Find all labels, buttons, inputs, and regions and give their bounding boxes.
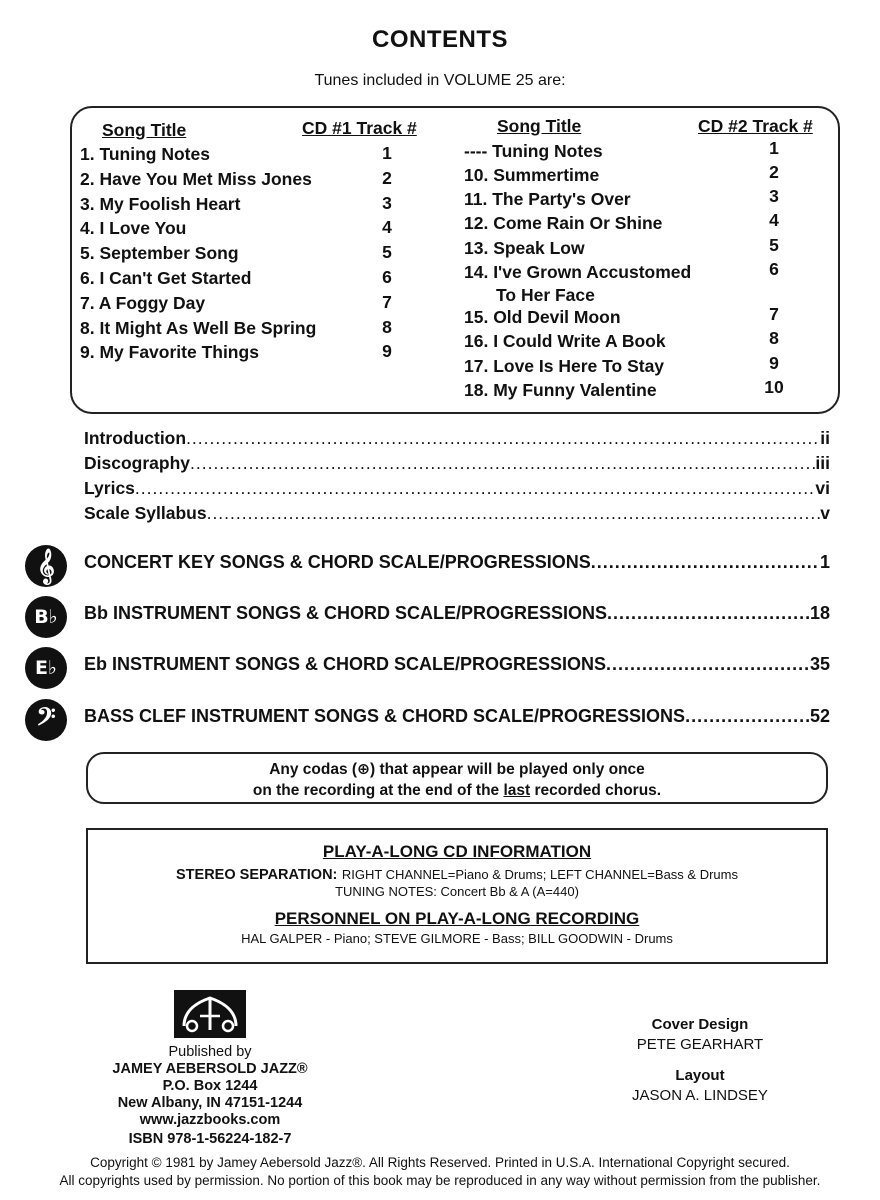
track-number: 9: [382, 341, 392, 362]
section-row: [84, 654, 830, 680]
section-label: Eb INSTRUMENT SONGS & CHORD SCALE/PROGRESSIONS: [84, 654, 607, 674]
track-number: 2: [769, 162, 779, 182]
song-title: 1. Tuning Notes: [80, 144, 210, 164]
layout-label: Layout: [675, 1067, 725, 1084]
song-title: 13. Speak Low: [464, 238, 585, 258]
section-leader: [607, 603, 810, 624]
track-number: 7: [769, 304, 779, 324]
toc-label: Scale Syllabus: [84, 503, 207, 523]
song-title: 9. My Favorite Things: [80, 342, 259, 363]
page-subtitle: Tunes included in VOLUME 25 are:: [314, 72, 566, 89]
song-title: 8. It Might As Well Be Spring: [80, 317, 317, 338]
cover-design-name: PETE GEARHART: [636, 1036, 764, 1053]
song-title: 18. My Funny Valentine: [464, 380, 657, 400]
track-number: 1: [769, 138, 779, 158]
song-title: To Her Face: [496, 285, 595, 305]
toc-leader: [207, 503, 821, 524]
section-row: [84, 706, 830, 732]
publisher-name: JAMEY AEBERSOLD JAZZ®: [112, 1061, 308, 1077]
section-page: 52: [809, 706, 830, 726]
song-title: 16. I Could Write A Book: [464, 331, 666, 351]
publisher-logo-icon: [174, 990, 246, 1038]
toc-leader: [190, 453, 815, 474]
track-number: 8: [769, 328, 779, 348]
section-page: 35: [809, 654, 830, 674]
layout-name: JASON A. LINDSEY: [632, 1087, 768, 1104]
section-leader: [606, 654, 810, 675]
section-label: BASS CLEF INSTRUMENT SONGS & CHORD SCALE/PROGRESSIONS: [84, 706, 686, 726]
toc-row: [84, 478, 830, 502]
song-title: 2. Have You Met Miss Jones: [80, 168, 312, 189]
tuning-text: TUNING NOTES: Concert Bb & A (A=440): [335, 884, 579, 899]
coda-note-text: ) that appear will be played only once: [370, 761, 645, 778]
publisher-isbn: ISBN 978-1-56224-182-7: [128, 1131, 292, 1147]
track-number: 1: [382, 143, 392, 163]
coda-note-text: recorded chorus.: [530, 782, 662, 799]
treble-clef-icon: 𝄞: [25, 545, 67, 587]
cd1-track-header: CD #1 Track #: [302, 118, 417, 138]
song-title: 6. I Can't Get Started: [80, 268, 252, 288]
stereo-text: RIGHT CHANNEL=Piano & Drums; LEFT CHANNEL=Bass & Drums: [341, 867, 738, 882]
section-row: [84, 603, 830, 629]
track-number: 5: [769, 235, 779, 255]
section-page: 1: [819, 552, 830, 572]
toc-label: Lyrics: [84, 478, 135, 498]
publisher-web: www.jazzbooks.com: [139, 1112, 281, 1128]
cd-info-box: [86, 828, 828, 964]
coda-note: [86, 752, 828, 804]
e-flat-icon: E♭: [25, 647, 67, 689]
b-flat-icon: B♭: [25, 596, 67, 638]
track-number: 10: [764, 377, 784, 397]
coda-note-emphasis: last: [503, 782, 531, 799]
toc-page: v: [820, 503, 830, 523]
toc-row: [84, 453, 830, 477]
section-row: [84, 552, 830, 578]
track-number: 6: [382, 267, 392, 287]
section-leader: [591, 552, 820, 573]
page-title: CONTENTS: [372, 26, 508, 53]
song-title: 7. A Foggy Day: [80, 292, 206, 313]
copyright-line-1: Copyright © 1981 by Jamey Aebersold Jazz®. All Rights Reserved. Printed in U.S.A. International Copyright secured.: [90, 1155, 790, 1170]
section-label: CONCERT KEY SONGS & CHORD SCALE/PROGRESSIONS: [84, 552, 591, 572]
track-number: 3: [382, 192, 392, 213]
song-title: 15. Old Devil Moon: [464, 307, 621, 327]
track-number: 8: [382, 316, 392, 337]
cover-design-label: Cover Design: [651, 1016, 749, 1033]
song-title: 14. I've Grown Accustomed: [464, 262, 692, 282]
section-label: Bb INSTRUMENT SONGS & CHORD SCALE/PROGRESSIONS: [84, 603, 608, 623]
toc-leader: [135, 478, 815, 499]
section-page: 18: [809, 603, 830, 623]
cd-info-heading: PLAY-A-LONG CD INFORMATION: [322, 842, 592, 861]
personnel-text: HAL GALPER - Piano; STEVE GILMORE - Bass; BILL GOODWIN - Drums: [241, 931, 673, 946]
song-title: 3. My Foolish Heart: [80, 193, 241, 214]
track-number: 9: [769, 353, 779, 373]
toc-label: Introduction: [84, 428, 187, 448]
coda-icon: ⊕: [357, 760, 371, 778]
track-number: 3: [769, 186, 779, 206]
cd1-song-title-header: Song Title: [102, 120, 187, 140]
published-by: Published by: [168, 1044, 252, 1060]
personnel-heading: PERSONNEL ON PLAY-A-LONG RECORDING: [274, 909, 640, 928]
toc-row: [84, 428, 830, 452]
cd2-track-header: CD #2 Track #: [698, 116, 813, 136]
cd2-song-title-header: Song Title: [497, 116, 582, 136]
song-title: 5. September Song: [80, 243, 239, 264]
track-number: 4: [382, 217, 392, 238]
stereo-label: STEREO SEPARATION:: [176, 867, 338, 883]
song-title: 10. Summertime: [464, 165, 600, 185]
toc-page: vi: [815, 478, 830, 498]
publisher-city: New Albany, IN 47151-1244: [117, 1095, 303, 1111]
copyright-line-2: All copyrights used by permission. No portion of this book may be reproduced in any way without permission from the publisher.: [59, 1173, 821, 1188]
toc-row: [84, 503, 830, 527]
track-number: 4: [769, 210, 779, 230]
song-title: 4. I Love You: [80, 218, 187, 239]
coda-note-text: on the recording at the end of the: [252, 782, 504, 799]
song-title: 17. Love Is Here To Stay: [464, 356, 665, 376]
track-number: 6: [769, 259, 779, 279]
song-list-box: [70, 106, 840, 414]
track-number: 2: [382, 167, 392, 188]
bass-clef-icon: 𝄢: [25, 699, 67, 741]
coda-note-text: Any codas (: [269, 761, 358, 778]
song-title: 12. Come Rain Or Shine: [464, 213, 663, 233]
track-number: 7: [382, 291, 392, 312]
toc-page: ii: [820, 428, 830, 448]
song-title: 11. The Party's Over: [464, 189, 631, 209]
song-title: ---- Tuning Notes: [464, 141, 603, 161]
toc-leader: [186, 428, 820, 449]
publisher-po-box: P.O. Box 1244: [162, 1078, 258, 1094]
toc-page: iii: [815, 453, 830, 473]
toc-label: Discography: [84, 453, 190, 473]
section-leader: [685, 706, 810, 727]
track-number: 5: [382, 242, 392, 263]
